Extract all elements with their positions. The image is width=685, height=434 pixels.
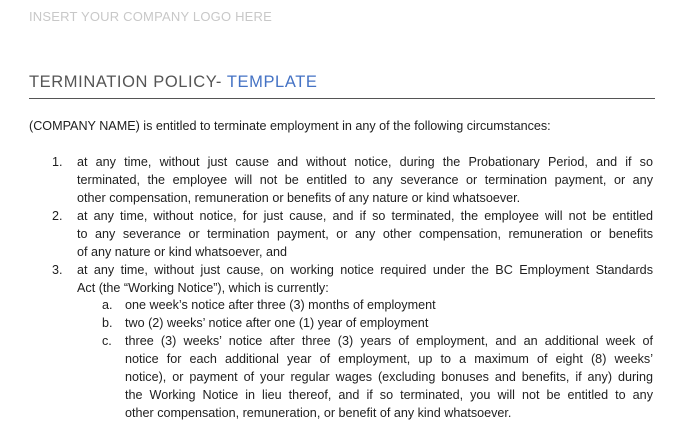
text-line: at any time, without notice, for just cause, and if so terminated, the employee will not be entitled xyxy=(77,209,653,223)
logo-placeholder: INSERT YOUR COMPANY LOGO HERE xyxy=(29,9,272,24)
text-line: Act (the “Working Notice”), which is currently: xyxy=(77,281,329,295)
title-accent: TEMPLATE xyxy=(226,73,318,91)
page-title xyxy=(29,73,318,92)
text-line: at any time, without just cause, on working notice required under the BC Employment Standards xyxy=(77,263,653,277)
title-main: TERMINATION POLICY- xyxy=(29,73,227,91)
list-item-number: 3. xyxy=(52,263,63,277)
sub-item-text xyxy=(125,332,653,422)
title-divider xyxy=(29,98,655,99)
sub-item-letter: b. xyxy=(102,316,113,330)
text-line: two (2) weeks’ notice after one (1) year of employment xyxy=(125,316,429,330)
list-item-number: 1. xyxy=(52,155,63,169)
text-line: notice for each additional year of employment, up to a maximum of eight (8) weeks’ xyxy=(125,352,653,366)
list-item-number: 2. xyxy=(52,209,63,223)
text-line: at any time, without just cause and without notice, during the Probationary Period, and if so xyxy=(77,155,653,169)
sub-item-letter: a. xyxy=(102,298,113,312)
text-line: three (3) weeks’ notice after three (3) years of employment, and an additional week of xyxy=(125,334,653,348)
list-item-text xyxy=(77,153,653,207)
text-line: to any severance or termination payment, or any other compensation, remuneration or benefits xyxy=(77,227,653,241)
sub-item-letter: c. xyxy=(102,334,112,348)
list-item-text xyxy=(77,207,653,261)
sub-item-text xyxy=(125,314,653,332)
list-item-text xyxy=(77,261,653,297)
text-line: of any nature or kind whatsoever, and xyxy=(77,245,288,259)
text-line: other compensation, remuneration or benefits of any nature or kind whatsoever. xyxy=(77,191,521,205)
text-line: one week’s notice after three (3) months of employment xyxy=(125,298,436,312)
intro-paragraph: (COMPANY NAME) is entitled to terminate employment in any of the following circumstances: xyxy=(29,119,551,133)
text-line: other compensation, remuneration, or benefit of any kind whatsoever. xyxy=(125,406,512,420)
sub-item-text xyxy=(125,296,653,314)
text-line: terminated, the employee will not be entitled to any severance or termination payment, or any xyxy=(77,173,653,187)
text-line: the Working Notice in lieu thereof, and if so terminated, you will not be entitled to any xyxy=(125,388,653,402)
text-line: notice), or payment of your regular wages (excluding bonuses and benefits, if any) during xyxy=(125,370,653,384)
